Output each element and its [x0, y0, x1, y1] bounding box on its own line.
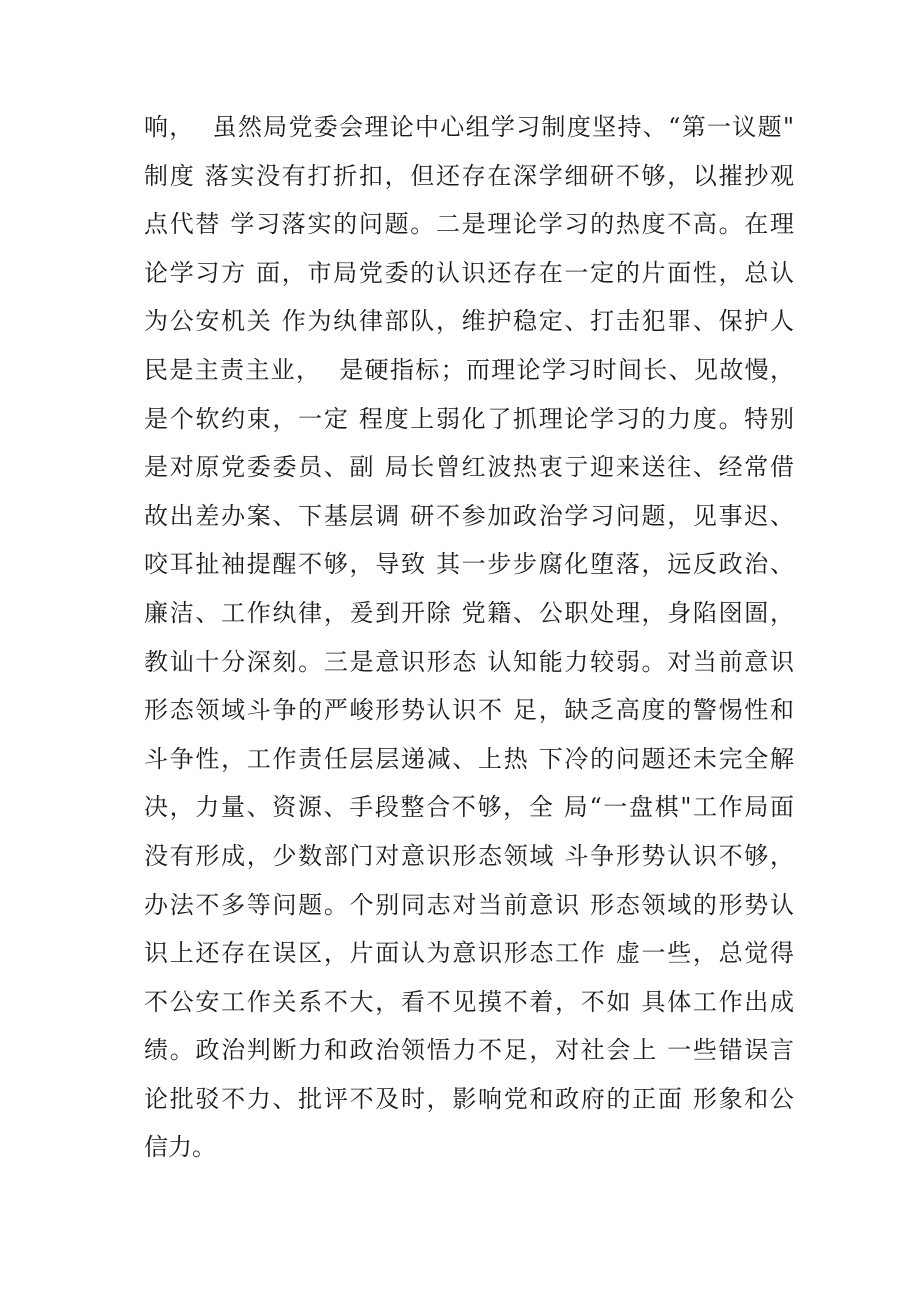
- text-line: 绩。政治判断力和政治领悟力不足，对社会上 一些错误言: [144, 1036, 794, 1065]
- text-line: 为公安机关 作为纨律部队，维护稳定、打击犯罪、保护人: [144, 307, 794, 336]
- text-line: 论学习方 面，市局党委的认识还存在一定的片面性，总认: [144, 258, 794, 287]
- text-line: 故出差办案、下基层调 研不参加政治学习问题，见事迟、: [144, 501, 794, 530]
- text-line: 点代替 学习落实的问题。二是理论学习的热度不高。在理: [144, 210, 794, 239]
- text-line: 是对原党委委员、副 局长曾红波热衷亍迎来送往、经常借: [144, 453, 794, 482]
- body-paragraph: [144, 103, 794, 1172]
- text-line: 响， 虽然局党委会理论中心组学习制度坚持、“第一议题": [144, 113, 794, 141]
- text-line: 民是主责主业， 是硬指标；而理论学习时间长、见故慢，: [144, 355, 794, 384]
- text-line: 是个软约束，一定 程度上弱化了抓理论学习的力度。特别: [144, 404, 794, 433]
- text-line: 斗争性，工作责任层层递减、上热 下冷的问题还未完全解: [144, 744, 794, 773]
- text-line: 廉洁、工作纨律，爰到开除 党籍、公职处理，身陷囹圄，: [144, 598, 794, 627]
- text-line: 论批驳不力、批评不及时，影响党和政府的正面 形象和公: [144, 1084, 794, 1113]
- text-line: 决，力量、资源、手段整合不够，全 局“一盘棋"工作局面: [144, 793, 794, 822]
- text-line: 信力。: [144, 1133, 216, 1162]
- text-line: 咬耳扯袖提醒不够，导致 其一步步腐化堕落，远反政治、: [144, 550, 794, 579]
- text-line: 识上还存在误区，片面认为意识形态工作 虚一些，总觉得: [144, 939, 794, 968]
- text-line: 形态领域斗争的严峻形势认识不 足，缺乏高度的警惕性和: [144, 696, 794, 725]
- text-line: 不公安工作关系不大，看不见摸不着，不如 具体工作出成: [144, 987, 794, 1016]
- text-line: 制度 落实没有打折扣，但还存在深学细研不够，以摧抄观: [144, 161, 794, 190]
- text-line: 办法不多等问题。个别同志对当前意识 形态领域的形势认: [144, 890, 794, 919]
- text-line: 教讪十分深刻。三是意识形态 认知能力较弱。对当前意识: [144, 647, 794, 676]
- text-line: 没有形成，少数部门对意识形态领域 斗争形势认识不够，: [144, 841, 794, 870]
